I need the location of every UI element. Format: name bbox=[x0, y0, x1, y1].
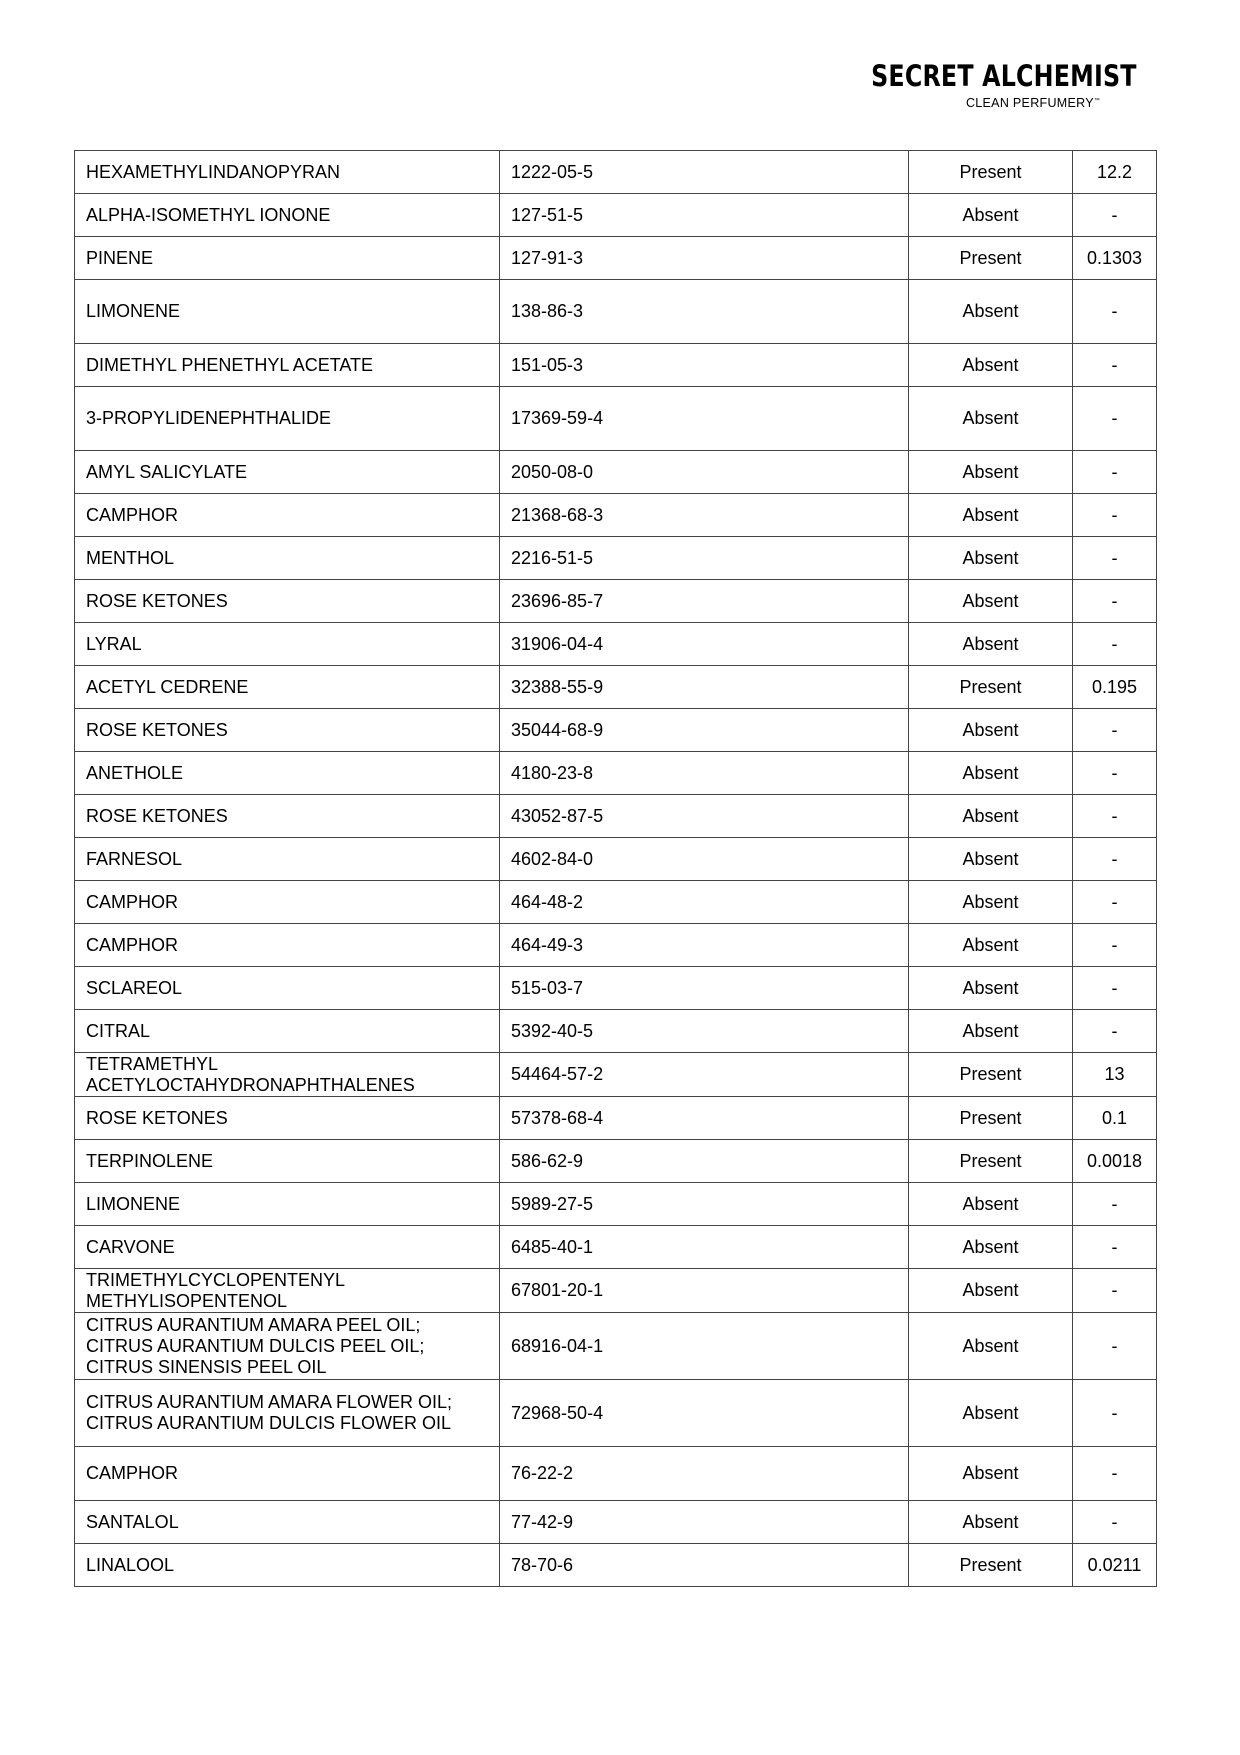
presence-status: Absent bbox=[909, 1183, 1073, 1226]
presence-status: Absent bbox=[909, 580, 1073, 623]
table-row bbox=[75, 838, 1157, 881]
cas-number: 5989-27-5 bbox=[500, 1183, 909, 1226]
table-row bbox=[75, 580, 1157, 623]
concentration-value: 0.1 bbox=[1073, 1097, 1157, 1140]
concentration-value: - bbox=[1073, 1447, 1157, 1501]
cas-number: 4180-23-8 bbox=[500, 752, 909, 795]
presence-status: Present bbox=[909, 151, 1073, 194]
table-row bbox=[75, 344, 1157, 387]
concentration-value: - bbox=[1073, 1010, 1157, 1053]
cas-number: 23696-85-7 bbox=[500, 580, 909, 623]
ingredient-name: CAMPHOR bbox=[75, 1447, 500, 1501]
ingredient-name: CAMPHOR bbox=[75, 494, 500, 537]
cas-number: 78-70-6 bbox=[500, 1544, 909, 1587]
table-row bbox=[75, 194, 1157, 237]
table-row bbox=[75, 1140, 1157, 1183]
table-row bbox=[75, 924, 1157, 967]
ingredient-name: CARVONE bbox=[75, 1226, 500, 1269]
cas-number: 54464-57-2 bbox=[500, 1053, 909, 1097]
ingredient-name: HEXAMETHYLINDANOPYRAN bbox=[75, 151, 500, 194]
table-row bbox=[75, 967, 1157, 1010]
table-row bbox=[75, 752, 1157, 795]
ingredient-name: ANETHOLE bbox=[75, 752, 500, 795]
ingredient-name: PINENE bbox=[75, 237, 500, 280]
cas-number: 127-91-3 bbox=[500, 237, 909, 280]
ingredient-name: FARNESOL bbox=[75, 838, 500, 881]
cas-number: 68916-04-1 bbox=[500, 1313, 909, 1380]
presence-status: Absent bbox=[909, 838, 1073, 881]
table-row bbox=[75, 451, 1157, 494]
presence-status: Absent bbox=[909, 494, 1073, 537]
presence-status: Absent bbox=[909, 795, 1073, 838]
ingredient-name: ROSE KETONES bbox=[75, 795, 500, 838]
concentration-value: - bbox=[1073, 580, 1157, 623]
cas-number: 77-42-9 bbox=[500, 1501, 909, 1544]
cas-number: 5392-40-5 bbox=[500, 1010, 909, 1053]
cas-number: 151-05-3 bbox=[500, 344, 909, 387]
cas-number: 2216-51-5 bbox=[500, 537, 909, 580]
composition-table bbox=[74, 150, 1157, 1587]
concentration-value: - bbox=[1073, 838, 1157, 881]
ingredient-name: CAMPHOR bbox=[75, 924, 500, 967]
cas-number: 17369-59-4 bbox=[500, 387, 909, 451]
concentration-value: - bbox=[1073, 494, 1157, 537]
concentration-value: - bbox=[1073, 752, 1157, 795]
concentration-value: 0.195 bbox=[1073, 666, 1157, 709]
ingredient-name: ALPHA-ISOMETHYL IONONE bbox=[75, 194, 500, 237]
presence-status: Present bbox=[909, 1053, 1073, 1097]
concentration-value: - bbox=[1073, 1501, 1157, 1544]
table-row bbox=[75, 1269, 1157, 1313]
ingredient-name: TERPINOLENE bbox=[75, 1140, 500, 1183]
concentration-value: - bbox=[1073, 967, 1157, 1010]
ingredient-name: 3-PROPYLIDENEPHTHALIDE bbox=[75, 387, 500, 451]
ingredient-name: CITRAL bbox=[75, 1010, 500, 1053]
concentration-value: 0.0018 bbox=[1073, 1140, 1157, 1183]
concentration-value: - bbox=[1073, 1313, 1157, 1380]
table-row bbox=[75, 1010, 1157, 1053]
table-row bbox=[75, 1544, 1157, 1587]
concentration-value: - bbox=[1073, 795, 1157, 838]
cas-number: 72968-50-4 bbox=[500, 1380, 909, 1447]
cas-number: 21368-68-3 bbox=[500, 494, 909, 537]
table-row bbox=[75, 280, 1157, 344]
ingredient-name: MENTHOL bbox=[75, 537, 500, 580]
table-row bbox=[75, 1053, 1157, 1097]
presence-status: Present bbox=[909, 1544, 1073, 1587]
table-row bbox=[75, 666, 1157, 709]
table-row bbox=[75, 1097, 1157, 1140]
ingredient-name: CITRUS AURANTIUM AMARA FLOWER OIL; CITRUS AURANTIUM DULCIS FLOWER OIL bbox=[75, 1380, 500, 1447]
concentration-value: - bbox=[1073, 387, 1157, 451]
cas-number: 464-49-3 bbox=[500, 924, 909, 967]
cas-number: 76-22-2 bbox=[500, 1447, 909, 1501]
table-row bbox=[75, 795, 1157, 838]
trademark-mark: ™ bbox=[1093, 97, 1101, 104]
cas-number: 6485-40-1 bbox=[500, 1226, 909, 1269]
table-row bbox=[75, 1447, 1157, 1501]
presence-status: Absent bbox=[909, 280, 1073, 344]
ingredient-name: TETRAMETHYL ACETYLOCTAHYDRONAPHTHALENES bbox=[75, 1053, 500, 1097]
ingredient-name: LINALOOL bbox=[75, 1544, 500, 1587]
concentration-value: - bbox=[1073, 1380, 1157, 1447]
cas-number: 32388-55-9 bbox=[500, 666, 909, 709]
concentration-value: - bbox=[1073, 881, 1157, 924]
table-row bbox=[75, 1501, 1157, 1544]
presence-status: Absent bbox=[909, 709, 1073, 752]
ingredient-name: ACETYL CEDRENE bbox=[75, 666, 500, 709]
ingredient-name: ROSE KETONES bbox=[75, 709, 500, 752]
table-row bbox=[75, 387, 1157, 451]
presence-status: Present bbox=[909, 237, 1073, 280]
concentration-value: - bbox=[1073, 451, 1157, 494]
cas-number: 2050-08-0 bbox=[500, 451, 909, 494]
presence-status: Absent bbox=[909, 967, 1073, 1010]
cas-number: 31906-04-4 bbox=[500, 623, 909, 666]
presence-status: Absent bbox=[909, 1010, 1073, 1053]
table-row bbox=[75, 151, 1157, 194]
table-row bbox=[75, 537, 1157, 580]
presence-status: Present bbox=[909, 1097, 1073, 1140]
table-row bbox=[75, 709, 1157, 752]
ingredient-name: LIMONENE bbox=[75, 1183, 500, 1226]
ingredient-name: SANTALOL bbox=[75, 1501, 500, 1544]
cas-number: 515-03-7 bbox=[500, 967, 909, 1010]
ingredient-name: LIMONENE bbox=[75, 280, 500, 344]
ingredient-name: CAMPHOR bbox=[75, 881, 500, 924]
presence-status: Absent bbox=[909, 1269, 1073, 1313]
cas-number: 1222-05-5 bbox=[500, 151, 909, 194]
brand-logo bbox=[842, 59, 1166, 110]
presence-status: Absent bbox=[909, 1501, 1073, 1544]
cas-number: 586-62-9 bbox=[500, 1140, 909, 1183]
presence-status: Present bbox=[909, 666, 1073, 709]
concentration-value: - bbox=[1073, 1269, 1157, 1313]
presence-status: Absent bbox=[909, 1380, 1073, 1447]
concentration-value: 0.1303 bbox=[1073, 237, 1157, 280]
cas-number: 138-86-3 bbox=[500, 280, 909, 344]
presence-status: Absent bbox=[909, 1447, 1073, 1501]
table-row bbox=[75, 881, 1157, 924]
brand-tagline bbox=[842, 96, 1166, 110]
table-row bbox=[75, 494, 1157, 537]
concentration-value: - bbox=[1073, 1226, 1157, 1269]
concentration-value: - bbox=[1073, 194, 1157, 237]
concentration-value: 0.0211 bbox=[1073, 1544, 1157, 1587]
ingredient-name: AMYL SALICYLATE bbox=[75, 451, 500, 494]
cas-number: 127-51-5 bbox=[500, 194, 909, 237]
brand-tagline-text: CLEAN PERFUMERY bbox=[965, 96, 1094, 110]
presence-status: Absent bbox=[909, 752, 1073, 795]
concentration-value: - bbox=[1073, 924, 1157, 967]
concentration-value: - bbox=[1073, 1183, 1157, 1226]
presence-status: Present bbox=[909, 1140, 1073, 1183]
concentration-value: 13 bbox=[1073, 1053, 1157, 1097]
ingredient-name: TRIMETHYLCYCLOPENTENYL METHYLISOPENTENOL bbox=[75, 1269, 500, 1313]
presence-status: Absent bbox=[909, 1226, 1073, 1269]
table-row bbox=[75, 1183, 1157, 1226]
presence-status: Absent bbox=[909, 344, 1073, 387]
presence-status: Absent bbox=[909, 623, 1073, 666]
presence-status: Absent bbox=[909, 194, 1073, 237]
ingredient-name: SCLAREOL bbox=[75, 967, 500, 1010]
concentration-value: - bbox=[1073, 537, 1157, 580]
ingredient-name: CITRUS AURANTIUM AMARA PEEL OIL; CITRUS AURANTIUM DULCIS PEEL OIL; CITRUS SINENSIS PEEL OIL bbox=[75, 1313, 500, 1380]
cas-number: 464-48-2 bbox=[500, 881, 909, 924]
ingredient-name: LYRAL bbox=[75, 623, 500, 666]
presence-status: Absent bbox=[909, 1313, 1073, 1380]
ingredient-name: ROSE KETONES bbox=[75, 1097, 500, 1140]
brand-name: SECRET ALCHEMIST bbox=[871, 59, 1137, 93]
ingredient-name: DIMETHYL PHENETHYL ACETATE bbox=[75, 344, 500, 387]
presence-status: Absent bbox=[909, 881, 1073, 924]
concentration-value: - bbox=[1073, 280, 1157, 344]
concentration-value: - bbox=[1073, 709, 1157, 752]
cas-number: 35044-68-9 bbox=[500, 709, 909, 752]
presence-status: Absent bbox=[909, 537, 1073, 580]
table-row bbox=[75, 623, 1157, 666]
table-row bbox=[75, 1380, 1157, 1447]
presence-status: Absent bbox=[909, 924, 1073, 967]
presence-status: Absent bbox=[909, 451, 1073, 494]
ingredient-name: ROSE KETONES bbox=[75, 580, 500, 623]
cas-number: 57378-68-4 bbox=[500, 1097, 909, 1140]
concentration-value: 12.2 bbox=[1073, 151, 1157, 194]
concentration-value: - bbox=[1073, 344, 1157, 387]
cas-number: 67801-20-1 bbox=[500, 1269, 909, 1313]
presence-status: Absent bbox=[909, 387, 1073, 451]
table-row bbox=[75, 1313, 1157, 1380]
table-row bbox=[75, 237, 1157, 280]
table-row bbox=[75, 1226, 1157, 1269]
concentration-value: - bbox=[1073, 623, 1157, 666]
cas-number: 43052-87-5 bbox=[500, 795, 909, 838]
cas-number: 4602-84-0 bbox=[500, 838, 909, 881]
